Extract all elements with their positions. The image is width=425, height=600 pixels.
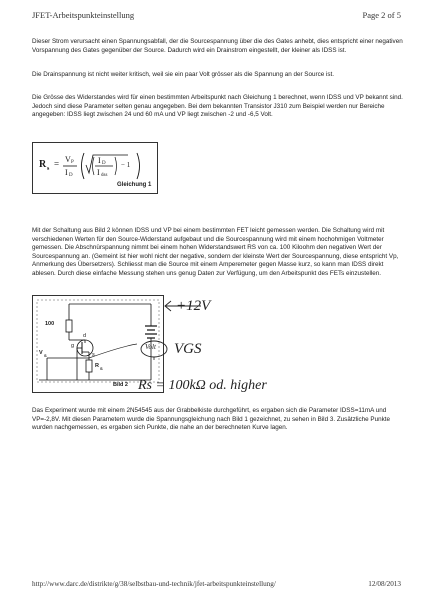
eq-inner-denominator: I xyxy=(97,168,100,177)
figure-2-caption: Bild 2 xyxy=(113,382,128,388)
eq-denominator: I xyxy=(65,168,68,177)
page-number: Page 2 of 5 xyxy=(362,10,401,20)
footer-url[interactable]: http://www.darc.de/distrikte/g/38/selbstbau-und-technik/jfet-arbeitspunkteinstellung/ xyxy=(32,580,276,588)
eq-inner-denominator-sub: dss xyxy=(101,173,108,178)
eq-lhs-sub: s xyxy=(47,166,50,172)
equation-1-box xyxy=(32,142,158,194)
fig2-label-s: s xyxy=(92,352,95,358)
eq-lhs: R xyxy=(39,159,47,170)
fig2-label-vs: V xyxy=(39,350,43,356)
fig2-label-d: d xyxy=(83,333,87,339)
paragraph-5: Das Experiment wurde mit einem 2N54545 aus der Grabbelkiste durchgeführt, es ergaben sich die Parameter IDSS=11mA und VP=-2,8V. Mit diesen Parametern wurde die Spannungsgleichung nach Bild 1 gezeichnet, zu sehen in Bild 3. Zusätzliche Punkte wurden nachgemessen, es ergaben sich Punkte, die nahe an der berechneten Kurve lagen. xyxy=(32,407,391,432)
eq-numerator: V xyxy=(65,155,71,164)
fig2-label-vs-sub: S xyxy=(44,353,47,358)
fig2-label-rs: R xyxy=(95,363,99,369)
eq-equals: = xyxy=(54,159,60,169)
handwritten-rs-note: Rs = 100kΩ od. higher xyxy=(138,378,267,393)
eq-minus-one: − 1 xyxy=(121,161,131,169)
footer-date: 12/08/2013 xyxy=(368,580,401,588)
paragraph-2: Die Drainspannung ist nicht weiter kritisch, weil sie ein paar Volt grösser als die Spannung an der Source ist. xyxy=(32,71,335,78)
paragraph-1: Dieser Strom verursacht einen Spannungsabfall, der die Sourcespannung über die des Gates anhebt, dies entspricht einer negativen Vorspannung des Gates gegenüber der Source. Dadurch wird ein Drainstrom eingestellt, der kleiner als IDSS ist. xyxy=(32,38,403,54)
fig2-label-g: g xyxy=(71,343,75,349)
paragraph-4: Mit der Schaltung aus Bild 2 können IDSS und VP bei einem bestimmten FET leicht gemessen werden. Die Schaltung wird mit verschiedenen Werten für den Source-Widerstand aufgebaut und die Sourcespannung wird mit einem hochohmigen Voltmeter gemessen. Die Abschnürspannung nimmt bei einem hohen Widerstandswert RS von ca. 100 Kiloohm den negativen Wert der Sourcespannung an. (Gemeint ist hier wohl nicht der negative, sondern der kleinste Wert der Sourcespannung, diese entspricht Vp, Anmerkung des Übersetzers). Schliesst man die Source mit einem Amperemeter gegen Masse kurz, so kann man IDSS direkt ablesen. Durch diese einfache Messung stehen uns genug Daten zur Verfügung, um den Arbeitspunkt des FETs einzustellen. xyxy=(32,227,399,277)
handwritten-vgs: VGS xyxy=(174,341,202,357)
handwritten-volt-label: Volt xyxy=(145,343,156,351)
eq-numerator-sub: P xyxy=(71,160,74,165)
eq-inner-numerator-sub: D xyxy=(102,161,106,166)
arrow-icon xyxy=(163,297,203,313)
fig2-label-100: 100 xyxy=(45,321,55,327)
paragraph-3: Die Grösse des Widerstandes wird für einen bestimmten Arbeitspunkt nach Gleichung 1 berechnet, wenn IDSS und VP bekannt sind. Jedoch sind diese Parameter selten genau angegeben. Bei dem bekannten Transistor J310 zum Beispiel werden nur Bereiche angegeben: IDSS liegt zwischen 24 und 60 mA und VP liegt zwischen -2 und -6,5 Volt. xyxy=(32,94,403,119)
handwritten-supply-voltage: +12V xyxy=(176,298,211,314)
eq-inner-numerator: I xyxy=(98,156,101,165)
eq-denominator-sub: D xyxy=(69,173,73,178)
page-header-title: JFET-Arbeitspunkteinstellung xyxy=(32,10,135,20)
fig2-label-rs-sub: S xyxy=(100,366,103,371)
equation-1-caption: Gleichung 1 xyxy=(117,182,152,188)
